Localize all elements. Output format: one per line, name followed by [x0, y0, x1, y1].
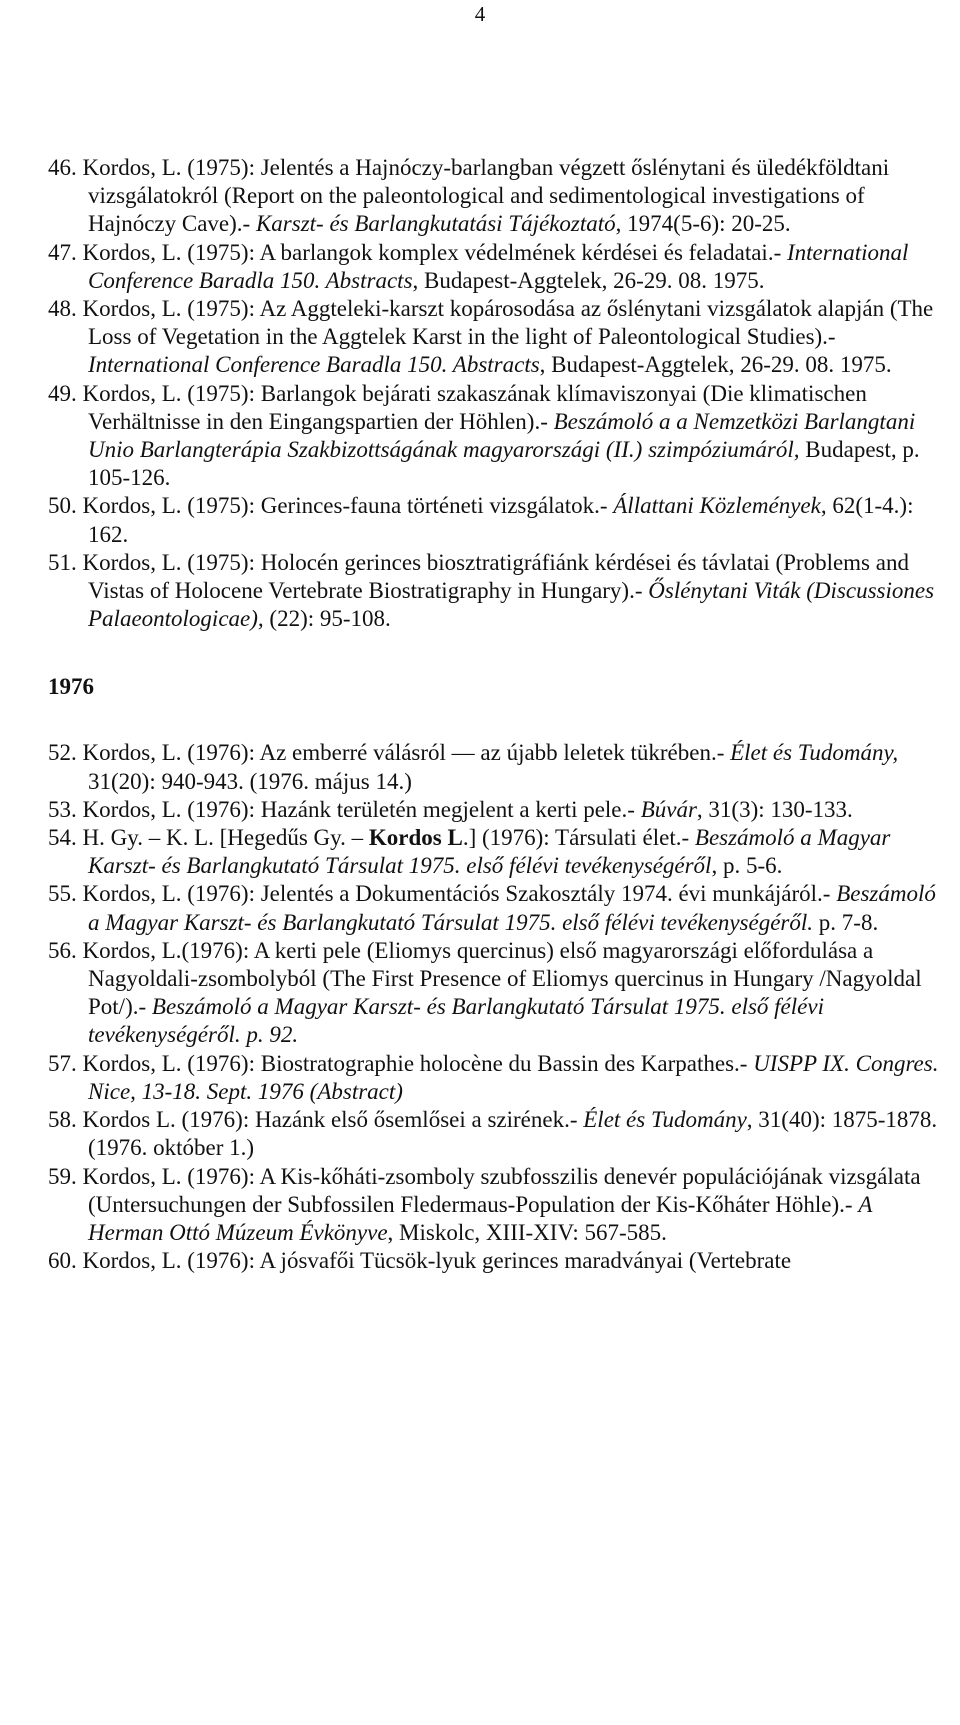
entry-text: (22): 95-108. [263, 606, 391, 632]
entry-publication: Beszámoló a Magyar Karszt- és Barlangkutató Társulat 1975. első félévi tevékenységéről. p. 92. [88, 994, 824, 1048]
bibliography-entry [48, 492, 948, 548]
entry-text: 47. Kordos, L. (1975): A barlangok komplex védelmének kérdései és feladatai.- [48, 239, 787, 265]
entry-publication: UISPP IX. Congres. Nice, 13-18. Sept. 1976 (Abstract) [88, 1050, 939, 1104]
entry-text: 54. H. Gy. – K. L. [Hegedűs Gy. – [48, 825, 369, 851]
entry-text: , 31(3): 130-133. [696, 796, 853, 822]
bibliography-entry [48, 1050, 948, 1106]
entry-text: , Budapest-Aggtelek, 26-29. 08. 1975. [412, 267, 765, 293]
entry-publication: A Herman Ottó Múzeum Évkönyve [88, 1191, 872, 1245]
bibliography-entry [48, 295, 948, 380]
bibliography-entry [48, 1106, 948, 1162]
bibliography-entry [48, 154, 948, 239]
entry-text: 52. Kordos, L. (1976): Az emberré válásról — az újabb leletek tükrében.- [48, 740, 731, 766]
entry-text: .] (1976): Társulati élet.- [462, 825, 695, 851]
bibliography-entry [48, 880, 948, 936]
entry-text: 49. Kordos, L. (1975): Barlangok bejárati szakaszának klímaviszonyai (Die klimatischen Verhältnisse in den Eingangspartien der Höhlen).- [48, 380, 867, 434]
bibliography-body [48, 154, 948, 1275]
entry-author-bold: Kordos L [368, 825, 463, 851]
bibliography-entry [48, 824, 948, 880]
entry-publication: International Conference Baradla 150. Abstracts [88, 352, 540, 378]
entry-text: , Budapest-Aggtelek, 26-29. 08. 1975. [539, 352, 892, 378]
entry-publication: Beszámoló a Magyar Karszt- és Barlangkutató Társulat 1975. első félévi tevékenységéről. [88, 881, 936, 935]
bibliography-entry [48, 239, 948, 295]
entry-publication: Beszámoló a Magyar Karszt- és Barlangkutató Társulat 1975. első félévi tevékenységéről [88, 825, 891, 879]
entry-publication: Állattani Közlemények [613, 493, 821, 519]
bibliography-entry [48, 739, 948, 795]
entry-publication: Karszt- és Barlangkutatási Tájékoztató [255, 211, 616, 237]
entry-publication: Élet és Tudomány, [730, 740, 899, 766]
bibliography-entry [48, 1163, 948, 1248]
page-number: 4 [474, 2, 486, 26]
year-heading-1976: 1976 [48, 674, 94, 700]
bibliography-entry [48, 1247, 948, 1275]
bibliography-section-1975 [48, 154, 948, 633]
entry-text: 57. Kordos, L. (1976): Biostratographie holocène du Bassin des Karpathes.- [48, 1050, 754, 1076]
entry-text: 59. Kordos, L. (1976): A Kis-kőháti-zsomboly szubfosszilis denevér populációjának vizsgálata (Untersuchungen der Subfossilen Fledermaus-Population der Kis-Kőháter Höhle).- [48, 1163, 921, 1217]
entry-publication: Őslénytani Viták (Discussiones Palaeontologicae), [88, 578, 935, 632]
entry-publication: Búvár [640, 796, 697, 822]
bibliography-entry [48, 796, 948, 824]
entry-text: 31(20): 940-943. (1976. május 14.) [88, 768, 412, 794]
entry-text: , 31(40): 1875-1878. (1976. október 1.) [88, 1107, 938, 1161]
entry-text: 48. Kordos, L. (1975): Az Aggteleki-karszt kopárosodása az őslénytani vizsgálatok alapján (The Loss of Vegetation in the Aggtelek Karst in the light of Paleontological Studies).- [48, 296, 934, 350]
entry-publication: Beszámoló a a Nemzetközi Barlangtani Unio Barlangterápia Szakbizottságának magyarországi (II.) szimpóziumáról, [88, 408, 916, 463]
entry-text: , Miskolc, XIII-XIV: 567-585. [387, 1219, 667, 1245]
entry-publication: International Conference Baradla 150. Abstracts [88, 239, 909, 293]
entry-text: , 1974(5-6): 20-25. [615, 211, 791, 237]
entry-text: 51. Kordos, L. (1975): Holocén gerinces biosztratigráfiánk kérdései és távlatai (Problems and Vistas of Holocene Vertebrate Biostratigraphy in Hungary).- [48, 549, 909, 604]
entry-text: Budapest, p. 105-126. [88, 437, 920, 491]
entry-text: 46. Kordos, L. (1975): Jelentés a Hajnóczy-barlangban végzett őslénytani és üledékföldtani vizsgálatokról (Report on the paleontological and sedimentological investigations of Hajnóczy Cave).- [48, 155, 890, 237]
bibliography-entry [48, 380, 948, 493]
entry-text: p. 7-8. [813, 909, 879, 935]
entry-publication: Élet és Tudomány [583, 1107, 747, 1133]
bibliography-entry [48, 549, 948, 634]
entry-text: 50. Kordos, L. (1975): Gerinces-fauna történeti vizsgálatok.- [48, 493, 614, 519]
entry-text: 60. Kordos, L. (1976): A jósvafői Tücsök-lyuk gerinces maradványai (Vertebrate [48, 1248, 792, 1274]
entry-text: 56. Kordos, L.(1976): A kerti pele (Eliomys quercinus) első magyarországi előfordulása a Nagyoldali-zsombolyból (The First Presence of Eliomys quercinus in Hungary /Nagyoldal Pot/).- [48, 937, 922, 1020]
bibliography-entry [48, 937, 948, 1050]
entry-text: , 62(1-4.): 162. [88, 493, 914, 547]
entry-text: 53. Kordos, L. (1976): Hazánk területén megjelent a kerti pele.- [48, 796, 641, 822]
bibliography-section-1976 [48, 739, 948, 1275]
entry-text: 58. Kordos L. (1976): Hazánk első ősemlősei a szirének.- [48, 1107, 584, 1133]
entry-text: , p. 5-6. [711, 853, 783, 879]
entry-text: 55. Kordos, L. (1976): Jelentés a Dokumentációs Szakosztály 1974. évi munkájáról.- [48, 881, 837, 907]
